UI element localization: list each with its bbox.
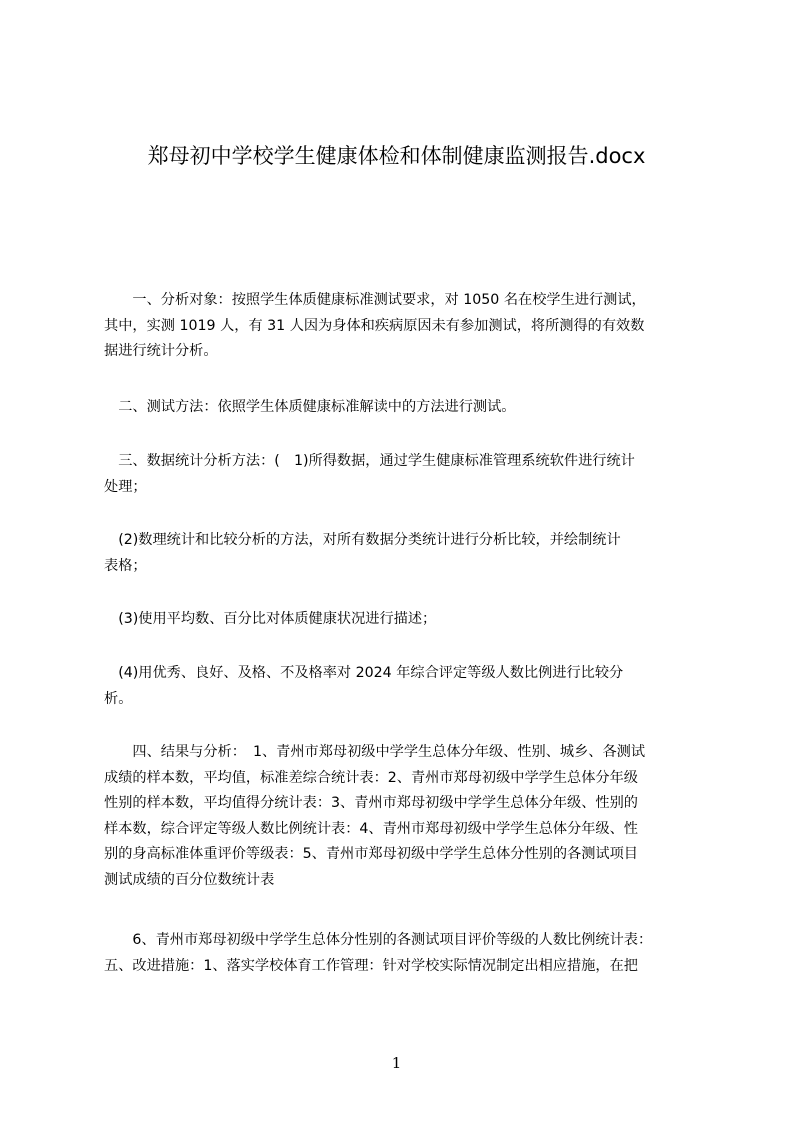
text-line: (4)用优秀、良好、及格、不及格率对 2024 年综合评定等级人数比例进行比较分 [104, 665, 624, 681]
paragraph-improvement-measures [104, 928, 704, 979]
text-line: (2)数理统计和比较分析的方法，对所有数据分类统计进行分析比较，并绘制统计 [104, 532, 621, 548]
text-line: 二、测试方法：依照学生体质健康标准解读中的方法进行测试。 [104, 399, 516, 415]
text-line: 三、数据统计分析方法：( 1)所得数据，通过学生健康标准管理系统软件进行统计 [104, 453, 635, 469]
document-title: 郑母初中学校学生健康体检和体制健康监测报告.docx [147, 144, 646, 168]
text-line: 表格； [104, 557, 147, 574]
paragraph-analysis-object [104, 288, 704, 365]
text-line: 析。 [104, 690, 133, 707]
text-line: 处理； [104, 478, 147, 495]
text-line: 四、结果与分析： 1、青州市郑母初级中学学生总体分年级、性别、城乡、各测试 [104, 744, 646, 760]
paragraph-comparison-method [104, 528, 704, 579]
text-line: 测试成绩的百分位数统计表 [104, 871, 275, 888]
text-line: 成绩的样本数，平均值，标准差综合统计表：2、青州市郑母初级中学学生总体分年级 [104, 769, 638, 786]
text-line: 五、改进措施：1、落实学校体育工作管理：针对学校实际情况制定出相应措施，在把 [104, 957, 638, 974]
text-line: (3)使用平均数、百分比对体质健康状况进行描述； [104, 611, 437, 627]
text-line: 6、青州市郑母初级中学学生总体分性别的各测试项目评价等级的人数比例统计表： [104, 932, 653, 948]
page-number: 1 [391, 1054, 402, 1072]
text-line: 其中，实测 1019 人，有 31 人因为身体和疾病原因未有参加测试，将所测得的有效数 [104, 317, 645, 334]
text-line: 别的身高标准体重评价等级表：5、青州市郑母初级中学学生总体分性别的各测试项目 [104, 846, 638, 862]
text-line: 样本数，综合评定等级人数比例统计表：4、青州市郑母初级中学学生总体分年级、性 [104, 820, 638, 837]
paragraph-statistics-method [104, 449, 704, 500]
paragraph-test-method [104, 395, 704, 421]
paragraph-results-analysis [104, 740, 704, 893]
text-line: 性别的样本数，平均值得分统计表：3、青州市郑母初级中学学生总体分年级、性别的 [104, 795, 638, 811]
text-line: 据进行统计分析。 [104, 343, 218, 359]
paragraph-average-percentage [104, 607, 704, 633]
text-line: 一、分析对象：按照学生体质健康标准测试要求，对 1050 名在校学生进行测试， [104, 292, 646, 308]
paragraph-grade-rates [104, 661, 704, 712]
